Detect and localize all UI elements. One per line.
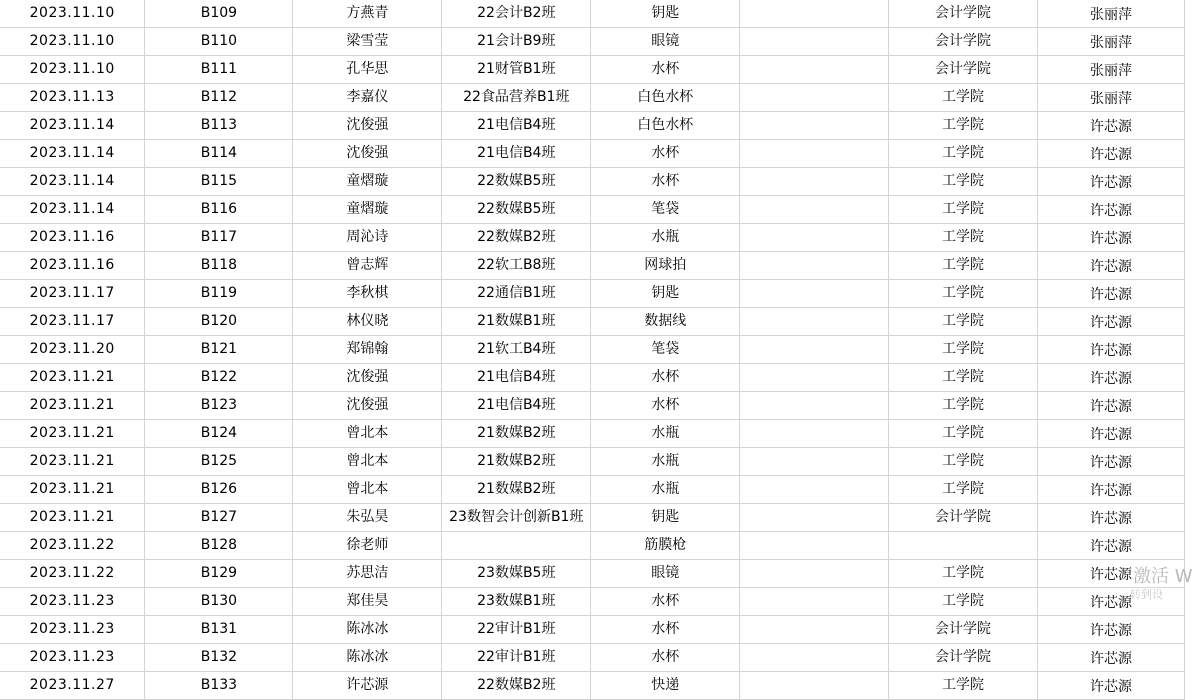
extra-cell[interactable] (740, 224, 889, 252)
table-row (0, 476, 1185, 504)
table-row (0, 420, 1185, 448)
id-cell[interactable]: B116 (145, 196, 293, 224)
table-row (0, 588, 1185, 616)
staff-cell[interactable]: 许芯源 (1038, 560, 1185, 588)
id-cell[interactable]: B117 (145, 224, 293, 252)
class-cell[interactable]: 21数媒B1班 (442, 308, 591, 336)
staff-cell[interactable]: 许芯源 (1038, 448, 1185, 476)
college-cell[interactable]: 工学院 (889, 392, 1038, 420)
name-cell[interactable]: 沈俊强 (293, 140, 442, 168)
date-cell[interactable]: 2023.11.10 (0, 56, 145, 84)
staff-cell[interactable]: 许芯源 (1038, 644, 1185, 672)
item-cell[interactable]: 数据线 (591, 308, 740, 336)
id-cell[interactable]: B115 (145, 168, 293, 196)
name-cell[interactable]: 徐老师 (293, 532, 442, 560)
item-cell[interactable]: 钥匙 (591, 504, 740, 532)
item-cell[interactable]: 白色水杯 (591, 112, 740, 140)
table-row (0, 140, 1185, 168)
item-cell[interactable]: 眼镜 (591, 28, 740, 56)
extra-cell[interactable] (740, 476, 889, 504)
class-cell[interactable]: 21电信B4班 (442, 392, 591, 420)
class-cell[interactable]: 22数媒B5班 (442, 168, 591, 196)
date-cell[interactable]: 2023.11.21 (0, 392, 145, 420)
date-cell[interactable]: 2023.11.14 (0, 168, 145, 196)
name-cell[interactable]: 陈冰冰 (293, 644, 442, 672)
class-cell[interactable]: 22食品营养B1班 (442, 84, 591, 112)
name-cell[interactable]: 曾北本 (293, 476, 442, 504)
name-cell[interactable]: 沈俊强 (293, 364, 442, 392)
staff-cell[interactable]: 许芯源 (1038, 168, 1185, 196)
item-cell[interactable]: 水杯 (591, 616, 740, 644)
extra-cell[interactable] (740, 532, 889, 560)
date-cell[interactable]: 2023.11.21 (0, 448, 145, 476)
date-cell[interactable]: 2023.11.20 (0, 336, 145, 364)
date-cell[interactable]: 2023.11.23 (0, 644, 145, 672)
table-row (0, 224, 1185, 252)
name-cell[interactable]: 曾北本 (293, 448, 442, 476)
id-cell[interactable]: B123 (145, 392, 293, 420)
class-cell[interactable]: 21电信B4班 (442, 112, 591, 140)
extra-cell[interactable] (740, 392, 889, 420)
date-cell[interactable]: 2023.11.13 (0, 84, 145, 112)
college-cell[interactable]: 工学院 (889, 560, 1038, 588)
activation-watermark-subtext: 转到设 (1130, 588, 1163, 601)
id-cell[interactable]: B121 (145, 336, 293, 364)
staff-cell[interactable]: 许芯源 (1038, 532, 1185, 560)
id-cell[interactable]: B133 (145, 672, 293, 700)
extra-cell[interactable] (740, 84, 889, 112)
table-row (0, 252, 1185, 280)
item-cell[interactable]: 钥匙 (591, 280, 740, 308)
table-row (0, 28, 1185, 56)
class-cell[interactable]: 23数智会计创新B1班 (442, 504, 591, 532)
id-cell[interactable]: B130 (145, 588, 293, 616)
date-cell[interactable]: 2023.11.17 (0, 308, 145, 336)
class-cell[interactable]: 22审计B1班 (442, 644, 591, 672)
date-cell[interactable]: 2023.11.14 (0, 196, 145, 224)
id-cell[interactable]: B114 (145, 140, 293, 168)
name-cell[interactable]: 林仪晓 (293, 308, 442, 336)
college-cell[interactable]: 工学院 (889, 476, 1038, 504)
date-cell[interactable]: 2023.11.22 (0, 560, 145, 588)
class-cell[interactable]: 22数媒B2班 (442, 224, 591, 252)
table-row (0, 644, 1185, 672)
item-cell[interactable]: 笔袋 (591, 336, 740, 364)
date-cell[interactable]: 2023.11.21 (0, 504, 145, 532)
date-cell[interactable]: 2023.11.16 (0, 224, 145, 252)
table-row (0, 672, 1185, 700)
name-cell[interactable]: 童熠璇 (293, 168, 442, 196)
item-cell[interactable]: 水杯 (591, 168, 740, 196)
name-cell[interactable]: 孔华思 (293, 56, 442, 84)
class-cell[interactable]: 21电信B4班 (442, 140, 591, 168)
date-cell[interactable]: 2023.11.22 (0, 532, 145, 560)
date-cell[interactable]: 2023.11.16 (0, 252, 145, 280)
name-cell[interactable]: 陈冰冰 (293, 616, 442, 644)
name-cell[interactable]: 沈俊强 (293, 392, 442, 420)
staff-cell[interactable]: 许芯源 (1038, 336, 1185, 364)
id-cell[interactable]: B125 (145, 448, 293, 476)
name-cell[interactable]: 童熠璇 (293, 196, 442, 224)
item-cell[interactable]: 水杯 (591, 644, 740, 672)
extra-cell[interactable] (740, 28, 889, 56)
college-cell[interactable]: 会计学院 (889, 644, 1038, 672)
staff-cell[interactable]: 许芯源 (1038, 672, 1185, 700)
extra-cell[interactable] (740, 588, 889, 616)
id-cell[interactable]: B112 (145, 84, 293, 112)
staff-cell[interactable]: 许芯源 (1038, 476, 1185, 504)
college-cell[interactable]: 工学院 (889, 280, 1038, 308)
name-cell[interactable]: 梁雪莹 (293, 28, 442, 56)
extra-cell[interactable] (740, 448, 889, 476)
table-row (0, 308, 1185, 336)
id-cell[interactable]: B129 (145, 560, 293, 588)
name-cell[interactable]: 周沁诗 (293, 224, 442, 252)
name-cell[interactable]: 郑锦翰 (293, 336, 442, 364)
college-cell[interactable]: 工学院 (889, 420, 1038, 448)
class-cell[interactable]: 21数媒B2班 (442, 420, 591, 448)
class-cell[interactable]: 22软工B8班 (442, 252, 591, 280)
name-cell[interactable]: 曾志辉 (293, 252, 442, 280)
table-row (0, 112, 1185, 140)
name-cell[interactable]: 李嘉仪 (293, 84, 442, 112)
table-row (0, 168, 1185, 196)
extra-cell[interactable] (740, 364, 889, 392)
extra-cell[interactable] (740, 336, 889, 364)
class-cell[interactable]: 23数媒B1班 (442, 588, 591, 616)
name-cell[interactable]: 方燕青 (293, 0, 442, 28)
item-cell[interactable]: 笔袋 (591, 196, 740, 224)
extra-cell[interactable] (740, 280, 889, 308)
id-cell[interactable]: B128 (145, 532, 293, 560)
item-cell[interactable]: 白色水杯 (591, 84, 740, 112)
item-cell[interactable]: 水杯 (591, 392, 740, 420)
college-cell[interactable]: 工学院 (889, 364, 1038, 392)
staff-cell[interactable]: 许芯源 (1038, 588, 1185, 616)
item-cell[interactable]: 水瓶 (591, 448, 740, 476)
extra-cell[interactable] (740, 504, 889, 532)
item-cell[interactable]: 快递 (591, 672, 740, 700)
table-row (0, 280, 1185, 308)
staff-cell[interactable]: 许芯源 (1038, 252, 1185, 280)
college-cell[interactable]: 会计学院 (889, 0, 1038, 28)
college-cell[interactable]: 工学院 (889, 672, 1038, 700)
extra-cell[interactable] (740, 0, 889, 28)
table-row (0, 532, 1185, 560)
date-cell[interactable]: 2023.11.21 (0, 420, 145, 448)
name-cell[interactable]: 许芯源 (293, 672, 442, 700)
item-cell[interactable]: 水杯 (591, 56, 740, 84)
extra-cell[interactable] (740, 252, 889, 280)
table-row (0, 392, 1185, 420)
id-cell[interactable]: B118 (145, 252, 293, 280)
extra-cell[interactable] (740, 112, 889, 140)
staff-cell[interactable]: 许芯源 (1038, 280, 1185, 308)
date-cell[interactable]: 2023.11.14 (0, 112, 145, 140)
class-cell[interactable]: 21会计B9班 (442, 28, 591, 56)
name-cell[interactable]: 郑佳昊 (293, 588, 442, 616)
table-row (0, 0, 1185, 28)
table-row (0, 56, 1185, 84)
item-cell[interactable]: 水杯 (591, 140, 740, 168)
item-cell[interactable]: 钥匙 (591, 0, 740, 28)
name-cell[interactable]: 苏思洁 (293, 560, 442, 588)
college-cell[interactable]: 工学院 (889, 448, 1038, 476)
staff-cell[interactable]: 许芯源 (1038, 308, 1185, 336)
college-cell[interactable]: 工学院 (889, 224, 1038, 252)
college-cell[interactable]: 工学院 (889, 140, 1038, 168)
college-cell[interactable]: 工学院 (889, 196, 1038, 224)
staff-cell[interactable]: 许芯源 (1038, 112, 1185, 140)
table-row (0, 616, 1185, 644)
id-cell[interactable]: B127 (145, 504, 293, 532)
table-row (0, 336, 1185, 364)
item-cell[interactable]: 水杯 (591, 588, 740, 616)
id-cell[interactable]: B119 (145, 280, 293, 308)
college-cell[interactable] (889, 532, 1038, 560)
staff-cell[interactable]: 许芯源 (1038, 364, 1185, 392)
college-cell[interactable]: 会计学院 (889, 56, 1038, 84)
staff-cell[interactable]: 许芯源 (1038, 616, 1185, 644)
college-cell[interactable]: 会计学院 (889, 504, 1038, 532)
staff-cell[interactable]: 许芯源 (1038, 504, 1185, 532)
staff-cell[interactable]: 许芯源 (1038, 392, 1185, 420)
id-cell[interactable]: B122 (145, 364, 293, 392)
item-cell[interactable]: 水瓶 (591, 476, 740, 504)
extra-cell[interactable] (740, 56, 889, 84)
date-cell[interactable]: 2023.11.14 (0, 140, 145, 168)
name-cell[interactable]: 沈俊强 (293, 112, 442, 140)
staff-cell[interactable]: 许芯源 (1038, 420, 1185, 448)
class-cell[interactable]: 21电信B4班 (442, 364, 591, 392)
date-cell[interactable]: 2023.11.23 (0, 588, 145, 616)
class-cell[interactable]: 22会计B2班 (442, 0, 591, 28)
staff-cell[interactable]: 张丽萍 (1038, 84, 1185, 112)
extra-cell[interactable] (740, 672, 889, 700)
date-cell[interactable]: 2023.11.10 (0, 28, 145, 56)
id-cell[interactable]: B110 (145, 28, 293, 56)
id-cell[interactable]: B126 (145, 476, 293, 504)
activation-watermark: 激活 W (1133, 566, 1193, 587)
id-cell[interactable]: B113 (145, 112, 293, 140)
name-cell[interactable]: 李秋棋 (293, 280, 442, 308)
class-cell[interactable]: 23数媒B5班 (442, 560, 591, 588)
table-row (0, 504, 1185, 532)
id-cell[interactable]: B120 (145, 308, 293, 336)
table-row (0, 84, 1185, 112)
class-cell[interactable]: 21数媒B2班 (442, 476, 591, 504)
item-cell[interactable]: 眼镜 (591, 560, 740, 588)
name-cell[interactable]: 朱弘昊 (293, 504, 442, 532)
extra-cell[interactable] (740, 644, 889, 672)
staff-cell[interactable]: 张丽萍 (1038, 0, 1185, 28)
staff-cell[interactable]: 许芯源 (1038, 224, 1185, 252)
id-cell[interactable]: B131 (145, 616, 293, 644)
item-cell[interactable]: 水瓶 (591, 420, 740, 448)
date-cell[interactable]: 2023.11.17 (0, 280, 145, 308)
college-cell[interactable]: 工学院 (889, 84, 1038, 112)
staff-cell[interactable]: 许芯源 (1038, 140, 1185, 168)
class-cell[interactable]: 22数媒B2班 (442, 672, 591, 700)
class-cell[interactable]: 21财管B1班 (442, 56, 591, 84)
extra-cell[interactable] (740, 308, 889, 336)
extra-cell[interactable] (740, 196, 889, 224)
staff-cell[interactable]: 张丽萍 (1038, 56, 1185, 84)
extra-cell[interactable] (740, 616, 889, 644)
id-cell[interactable]: B124 (145, 420, 293, 448)
college-cell[interactable]: 工学院 (889, 168, 1038, 196)
staff-cell[interactable]: 张丽萍 (1038, 28, 1185, 56)
class-cell[interactable]: 21软工B4班 (442, 336, 591, 364)
class-cell[interactable]: 22审计B1班 (442, 616, 591, 644)
table-row (0, 196, 1185, 224)
extra-cell[interactable] (740, 420, 889, 448)
date-cell[interactable]: 2023.11.21 (0, 364, 145, 392)
college-cell[interactable]: 工学院 (889, 336, 1038, 364)
class-cell[interactable]: 22数媒B5班 (442, 196, 591, 224)
college-cell[interactable]: 工学院 (889, 588, 1038, 616)
id-cell[interactable]: B132 (145, 644, 293, 672)
extra-cell[interactable] (740, 168, 889, 196)
item-cell[interactable]: 水瓶 (591, 224, 740, 252)
item-cell[interactable]: 筋膜枪 (591, 532, 740, 560)
college-cell[interactable]: 工学院 (889, 252, 1038, 280)
id-cell[interactable]: B109 (145, 0, 293, 28)
college-cell[interactable]: 工学院 (889, 112, 1038, 140)
date-cell[interactable]: 2023.11.21 (0, 476, 145, 504)
class-cell[interactable] (442, 532, 591, 560)
extra-cell[interactable] (740, 560, 889, 588)
college-cell[interactable]: 工学院 (889, 308, 1038, 336)
class-cell[interactable]: 21数媒B2班 (442, 448, 591, 476)
extra-cell[interactable] (740, 140, 889, 168)
college-cell[interactable]: 会计学院 (889, 616, 1038, 644)
date-cell[interactable]: 2023.11.10 (0, 0, 145, 28)
item-cell[interactable]: 水杯 (591, 364, 740, 392)
name-cell[interactable]: 曾北本 (293, 420, 442, 448)
staff-cell[interactable]: 许芯源 (1038, 196, 1185, 224)
college-cell[interactable]: 会计学院 (889, 28, 1038, 56)
date-cell[interactable]: 2023.11.27 (0, 672, 145, 700)
id-cell[interactable]: B111 (145, 56, 293, 84)
table-row (0, 364, 1185, 392)
date-cell[interactable]: 2023.11.23 (0, 616, 145, 644)
item-cell[interactable]: 网球拍 (591, 252, 740, 280)
table-row (0, 560, 1185, 588)
table-row (0, 448, 1185, 476)
class-cell[interactable]: 22通信B1班 (442, 280, 591, 308)
